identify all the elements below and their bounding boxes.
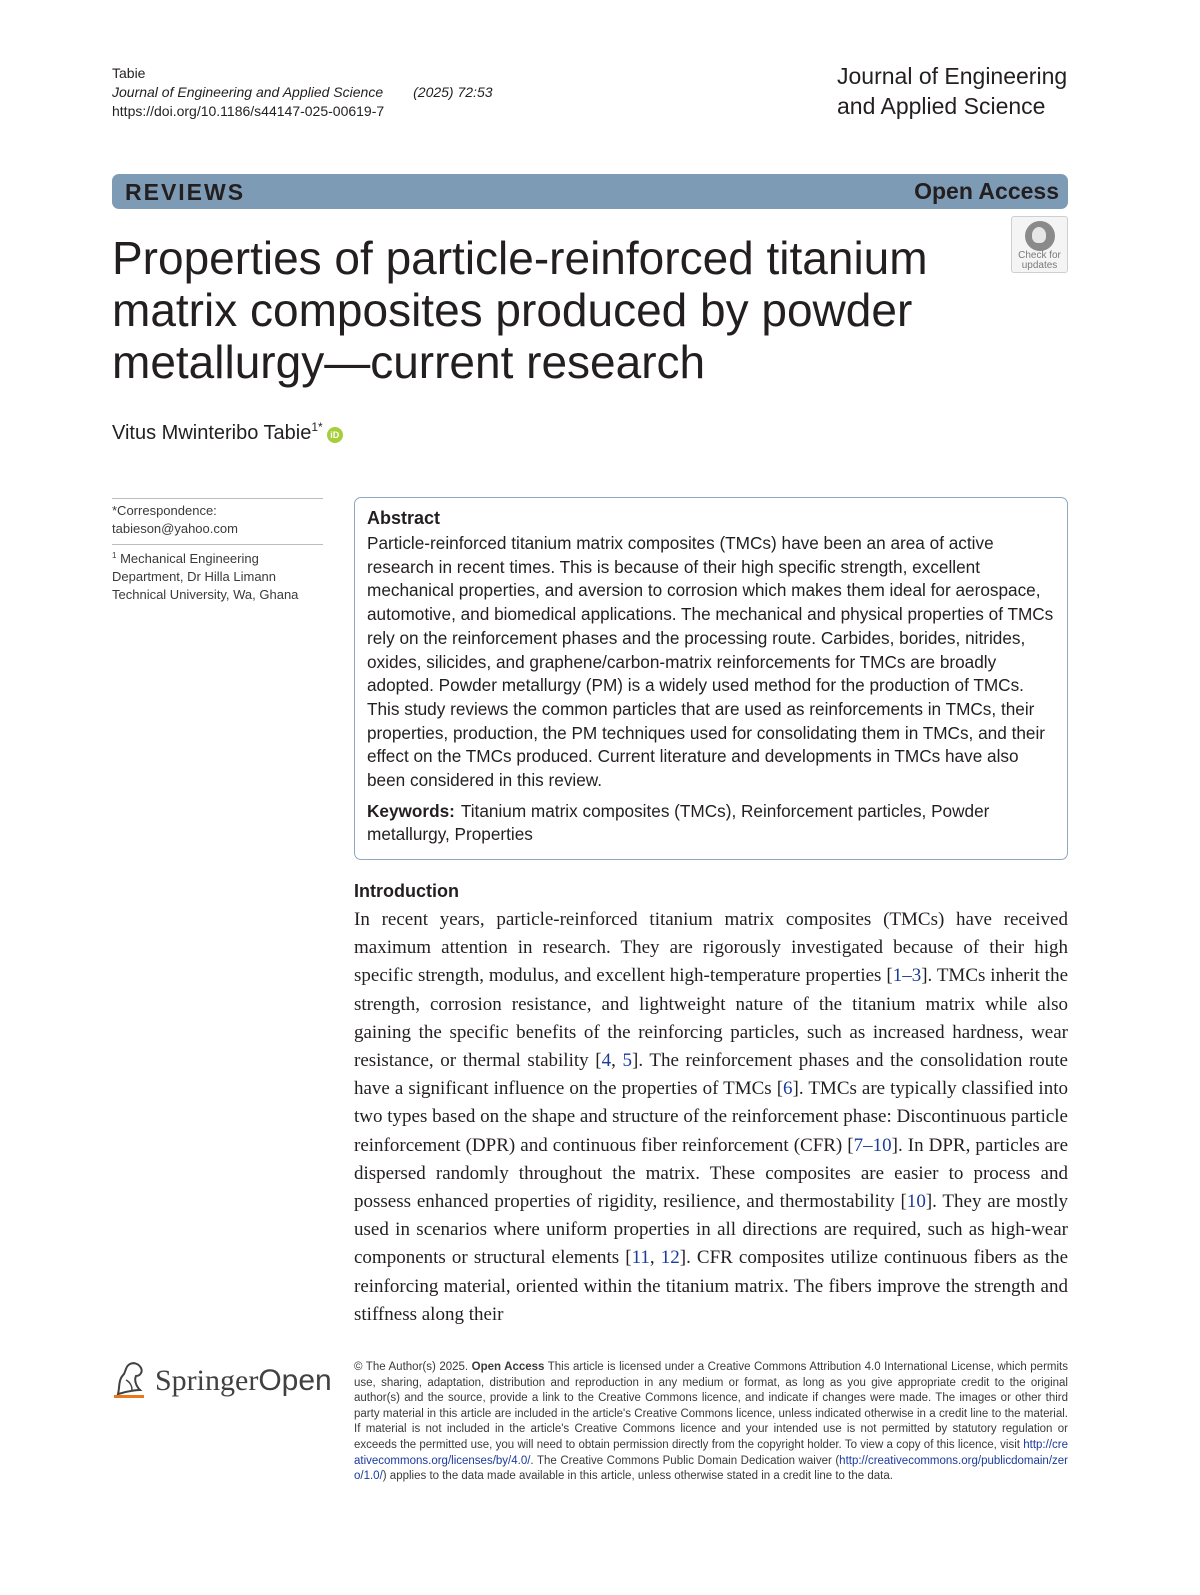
keywords-text: Titanium matrix composites (TMCs), Reinforcement particles, Powder metallurgy, Properties <box>367 800 990 845</box>
logo-springer-word: Springer <box>155 1364 259 1397</box>
header-doi[interactable]: https://doi.org/10.1186/s44147-025-00619-7 <box>112 103 385 119</box>
citation-link[interactable]: 12 <box>660 1247 680 1269</box>
citation-link[interactable]: 5 <box>622 1050 632 1072</box>
affiliation-block <box>112 544 323 604</box>
correspondence-block <box>112 498 323 538</box>
journal-brand-line2: and Applied Science <box>837 93 1046 119</box>
check-updates-line2: updates <box>1021 260 1058 271</box>
license-text: © The Author(s) 2025. Open Access This article is licensed under a Creative Commons Attribution 4.0 International License, which permits use, sharing, adaptation, distribution and reproduction in any medium or format, as long as you give appropriate credit to the original author(s) and the source, provide a link to the Creative Commons licence, and indicate if changes were made. The images or other third party material in this article are included in the article's Creative Commons licence, unless indicated otherwise in a credit line to the material. If material is not included in the article's Creative Commons licence and your intended use is not permitted by statutory regulation or exceeds the permitted use, you will need to obtain permission directly from the copyright holder. To view a copy of this licence, visit http://creativecommons.org/licenses/by/4.0/. The Creative Commons Public Domain Dedication waiver (http://creativecommons.org/publicdomain/zero/1.0/) applies to the data made available in this article, unless otherwise stated in a credit line to the data. <box>354 1361 1068 1483</box>
introduction-heading: Introduction <box>354 881 459 901</box>
abstract-box <box>354 497 1068 860</box>
article-title: Properties of particle-reinforced titanium matrix composites produced by powder metallurgy—current research <box>112 232 928 388</box>
affiliation-text: Mechanical Engineering Department, Dr Hilla Limann Technical University, Wa, Ghana <box>112 551 299 602</box>
introduction-text: In recent years, particle-reinforced titanium matrix composites (TMCs) have received maximum attention in research. They are rigorously investigated because of their high specific strength, modulus, and excellent high-temperature properties [1–3]. TMCs inherit the strength, corrosion resistance, and lightweight nature of the titanium matrix while also gaining the specific benefits of the reinforcing particles, such as increased hardness, wear resistance, or thermal stability [4, 5]. The reinforcement phases and the consolidation route have a significant influence on the properties of TMCs [6]. TMCs are typically classified into two types based on the shape and structure of the reinforcement phase: Discontinuous particle reinforcement (DPR) and continuous fiber reinforcement (CFR) [7–10]. In DPR, particles are dispersed randomly throughout the matrix. These composites are easier to process and possess enhanced properties of rigidity, resilience, and thermostability [10]. They are mostly used in scenarios where uniform properties in all directions are required, such as high-wear components or structural elements [11, 12]. CFR composites utilize continuous fibers as the reinforcing material, oriented within the titanium matrix. The fibers improve the strength and stiffness along their <box>354 909 1069 1325</box>
journal-brand-line1: Journal of Engineering <box>837 63 1068 89</box>
author-affil-mark: 1* <box>311 420 323 434</box>
springer-open-logo <box>112 1360 332 1404</box>
keywords-label: Keywords: <box>367 800 455 821</box>
citation-link[interactable]: 4 <box>601 1050 612 1072</box>
citation-link[interactable]: 11 <box>631 1247 650 1269</box>
springer-horse-icon <box>112 1360 148 1400</box>
article-type-band <box>112 174 1068 209</box>
abstract-text: Particle-reinforced titanium matrix composites (TMCs) have been an area of active research in recent times. This is because of their high specific strength, excellent mechanical properties, and aversion to corrosion which makes them ideal for aerospace, automotive, and biomedical applications. The mechanical and physical properties of TMCs rely on the reinforcement phases and the processing route. Carbides, borides, nitrides, oxides, silicides, and graphene/carbon-matrix reinforcements for TMCs are broadly adopted. Powder metallurgy (PM) is a widely used method for the production of TMCs. This study reviews the common particles that are used as reinforcements in TMCs, their properties, production, the PM techniques used for consolidating them in TMCs, and their effect on the TMCs produced. Current literature and developments in TMCs have also been considered in this review. <box>367 533 1054 791</box>
correspondence-email[interactable]: tabieson@yahoo.com <box>112 521 238 536</box>
running-header <box>112 64 493 121</box>
orcid-icon[interactable]: iD <box>327 427 343 443</box>
header-volume: (2025) 72:53 <box>413 84 493 100</box>
author-name: Vitus Mwinteribo Tabie <box>112 422 312 444</box>
affiliation-number: 1 <box>112 551 117 560</box>
open-access-label: Open Access <box>914 178 1059 204</box>
header-journal: Journal of Engineering and Applied Science <box>112 84 384 100</box>
citation-link[interactable]: 10 <box>906 1191 926 1213</box>
keywords <box>367 800 1055 847</box>
citation-link[interactable]: 7–10 <box>853 1134 892 1156</box>
header-author: Tabie <box>112 65 146 81</box>
citation-link[interactable]: 1–3 <box>892 965 922 987</box>
author-line <box>112 420 343 445</box>
license-link[interactable]: http://creativecommons.org/licenses/by/4.0/ <box>354 1438 1068 1467</box>
citation-link[interactable]: 6 <box>783 1078 793 1100</box>
abstract-heading: Abstract <box>367 508 441 528</box>
correspondence-label: *Correspondence: <box>112 503 217 518</box>
check-for-updates-button[interactable] <box>1011 216 1068 273</box>
logo-open-word: Open <box>258 1364 332 1397</box>
public-domain-link[interactable]: http://creativecommons.org/publicdomain/zero/1.0/ <box>354 1454 1068 1483</box>
check-updates-line1: Check for <box>1018 250 1061 261</box>
crossmark-icon <box>1025 221 1055 251</box>
journal-brand <box>837 61 1067 121</box>
article-type-label: REVIEWS <box>125 179 246 205</box>
